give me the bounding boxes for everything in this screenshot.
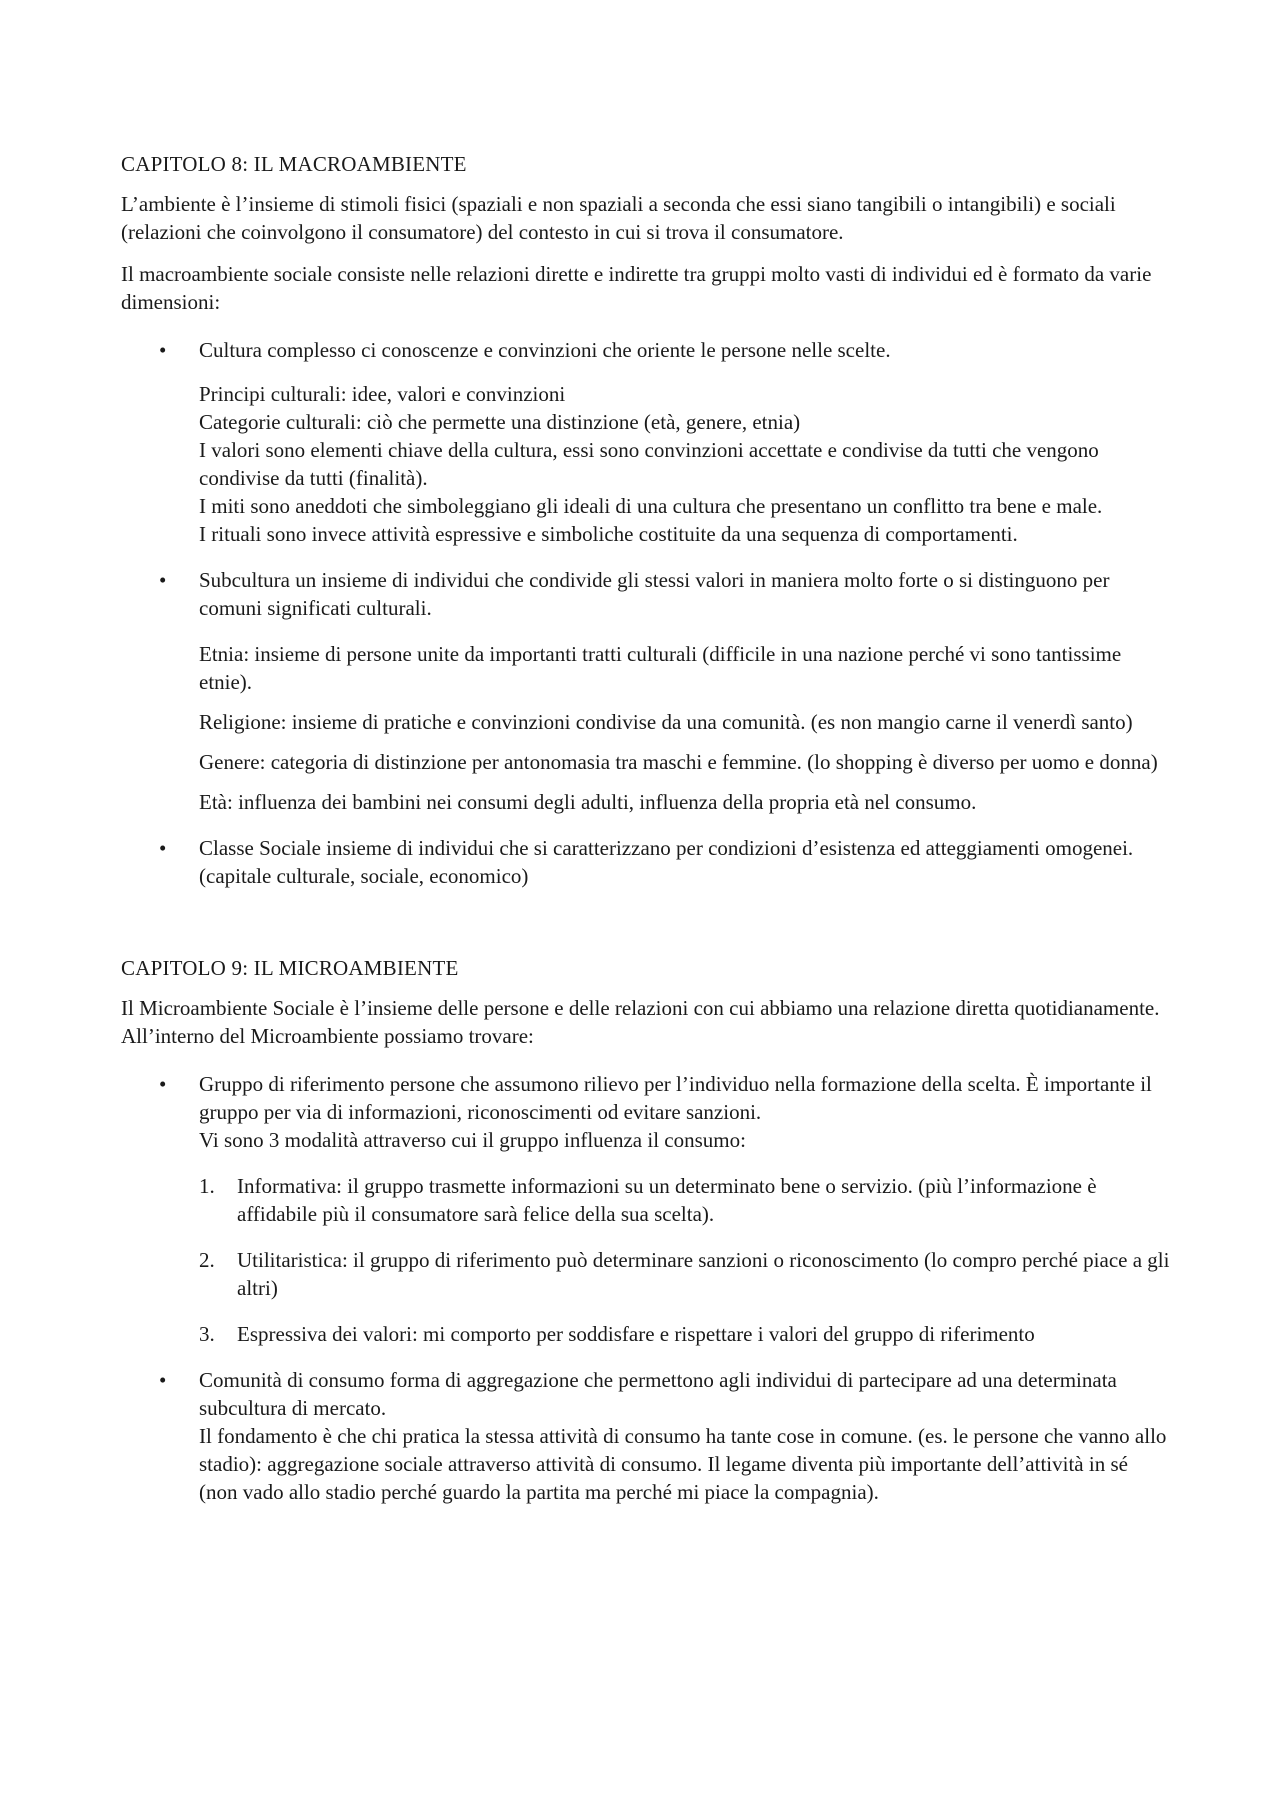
mode-number: 2. bbox=[199, 1248, 215, 1272]
chapter-8-title: CAPITOLO 8: IL MACROAMBIENTE bbox=[121, 152, 467, 176]
cultura-line: I valori sono elementi chiave della cultura, essi sono convinzioni accettate e condivise da tutti che vengono condivise da tutti (finalità). bbox=[199, 438, 1099, 490]
subcultura-paragraph: Religione: insieme di pratiche e convinzioni condivise da una comunità. (es non mangio carne il venerdì santo) bbox=[199, 710, 1133, 734]
mode-text: Espressiva dei valori: mi comporto per soddisfare e rispettare i valori del gruppo di riferimento bbox=[237, 1322, 1035, 1346]
bullet-gruppo-body bbox=[199, 1070, 1171, 1154]
subcultura-paragraph: Etnia: insieme di persone unite da importanti tratti culturali (difficile in una nazione perché vi sono tantissime etnie). bbox=[199, 642, 1122, 694]
bullet-gruppo-riferimento bbox=[121, 1070, 1171, 1154]
document-page bbox=[121, 150, 1171, 1524]
bullet-marker: • bbox=[159, 836, 167, 860]
bullet-gruppo-text: Gruppo di riferimento persone che assumono rilievo per l’individuo nella formazione della scelta. È importante il gruppo per via di informazioni, riconoscimenti od evitare sanzioni. bbox=[199, 1072, 1152, 1124]
bullet-marker: • bbox=[159, 1072, 167, 1096]
cultura-details bbox=[199, 380, 1171, 548]
chapter-9-title: CAPITOLO 9: IL MICROAMBIENTE bbox=[121, 956, 459, 980]
subcultura-paragraph: Età: influenza dei bambini nei consumi degli adulti, influenza della propria età nel consumo. bbox=[199, 790, 977, 814]
bullet-comunita-consumo bbox=[121, 1366, 1171, 1506]
subcultura-details bbox=[199, 640, 1171, 816]
bullet-comunita-body bbox=[199, 1366, 1171, 1506]
bullet-marker: • bbox=[159, 568, 167, 592]
bullet-gruppo-text-2: Vi sono 3 modalità attraverso cui il gruppo influenza il consumo: bbox=[199, 1128, 746, 1152]
subcultura-paragraph: Genere: categoria di distinzione per antonomasia tra maschi e femmine. (lo shopping è diverso per uomo e donna) bbox=[199, 750, 1158, 774]
cultura-line: Principi culturali: idee, valori e convinzioni bbox=[199, 382, 566, 406]
mode-text: Utilitaristica: il gruppo di riferimento può determinare sanzioni o riconoscimento (lo compro perché piace a gli altri) bbox=[237, 1248, 1170, 1300]
ch9-paragraph-1: Il Microambiente Sociale è l’insieme delle persone e delle relazioni con cui abbiamo una relazione diretta quotidianamente. bbox=[121, 996, 1160, 1020]
mode-number: 3. bbox=[199, 1322, 215, 1346]
bullet-subcultura-text: Subcultura un insieme di individui che condivide gli stessi valori in maniera molto forte o si distinguono per comuni significati culturali. bbox=[199, 568, 1110, 620]
bullet-classe-sociale bbox=[121, 834, 1171, 890]
chapter-spacer bbox=[121, 908, 1171, 954]
ch8-paragraph-1: L’ambiente è l’insieme di stimoli fisici (spaziali e non spaziali a seconda che essi siano tangibili o intangibili) e sociali (relazioni che coinvolgono il consumatore) del contesto in cui si trova il consumatore. bbox=[121, 192, 1116, 244]
bullet-cultura-text: Cultura complesso ci conoscenze e convinzioni che oriente le persone nelle scelte. bbox=[199, 338, 891, 362]
mode-item bbox=[199, 1246, 1171, 1302]
bullet-marker: • bbox=[159, 1368, 167, 1392]
mode-item bbox=[199, 1172, 1171, 1228]
mode-number: 1. bbox=[199, 1174, 215, 1198]
cultura-line: I miti sono aneddoti che simboleggiano gli ideali di una cultura che presentano un conflitto tra bene e male. bbox=[199, 494, 1103, 518]
cultura-line: Categorie culturali: ciò che permette una distinzione (età, genere, etnia) bbox=[199, 410, 801, 434]
ch9-paragraph-2: All’interno del Microambiente possiamo trovare: bbox=[121, 1024, 534, 1048]
bullet-comunita-text: Comunità di consumo forma di aggregazione che permettono agli individui di partecipare ad una determinata subcultura di mercato. bbox=[199, 1368, 1117, 1420]
cultura-line: I rituali sono invece attività espressive e simboliche costituite da una sequenza di comportamenti. bbox=[199, 522, 1018, 546]
bullet-subcultura bbox=[121, 566, 1171, 622]
bullet-classe-text: Classe Sociale insieme di individui che si caratterizzano per condizioni d’esistenza ed atteggiamenti omogenei. (capitale culturale, sociale, economico) bbox=[199, 836, 1134, 888]
bullet-marker: • bbox=[159, 338, 167, 362]
mode-text: Informativa: il gruppo trasmette informazioni su un determinato bene o servizio. (più l’informazione è affidabile più il consumatore sarà felice della sua scelta). bbox=[237, 1174, 1097, 1226]
ch8-paragraph-2: Il macroambiente sociale consiste nelle relazioni dirette e indirette tra gruppi molto vasti di individui ed è formato da varie dimensioni: bbox=[121, 262, 1152, 314]
mode-item bbox=[199, 1320, 1171, 1348]
bullet-comunita-text-2: Il fondamento è che chi pratica la stessa attività di consumo ha tante cose in comune. (es. le persone che vanno allo stadio): aggregazione sociale attraverso attività di consumo. Il legame diventa più importante dell’attività in sé (non vado allo stadio perché guardo la partita ma perché mi piace la compagnia). bbox=[199, 1424, 1167, 1504]
bullet-cultura bbox=[121, 336, 1171, 364]
